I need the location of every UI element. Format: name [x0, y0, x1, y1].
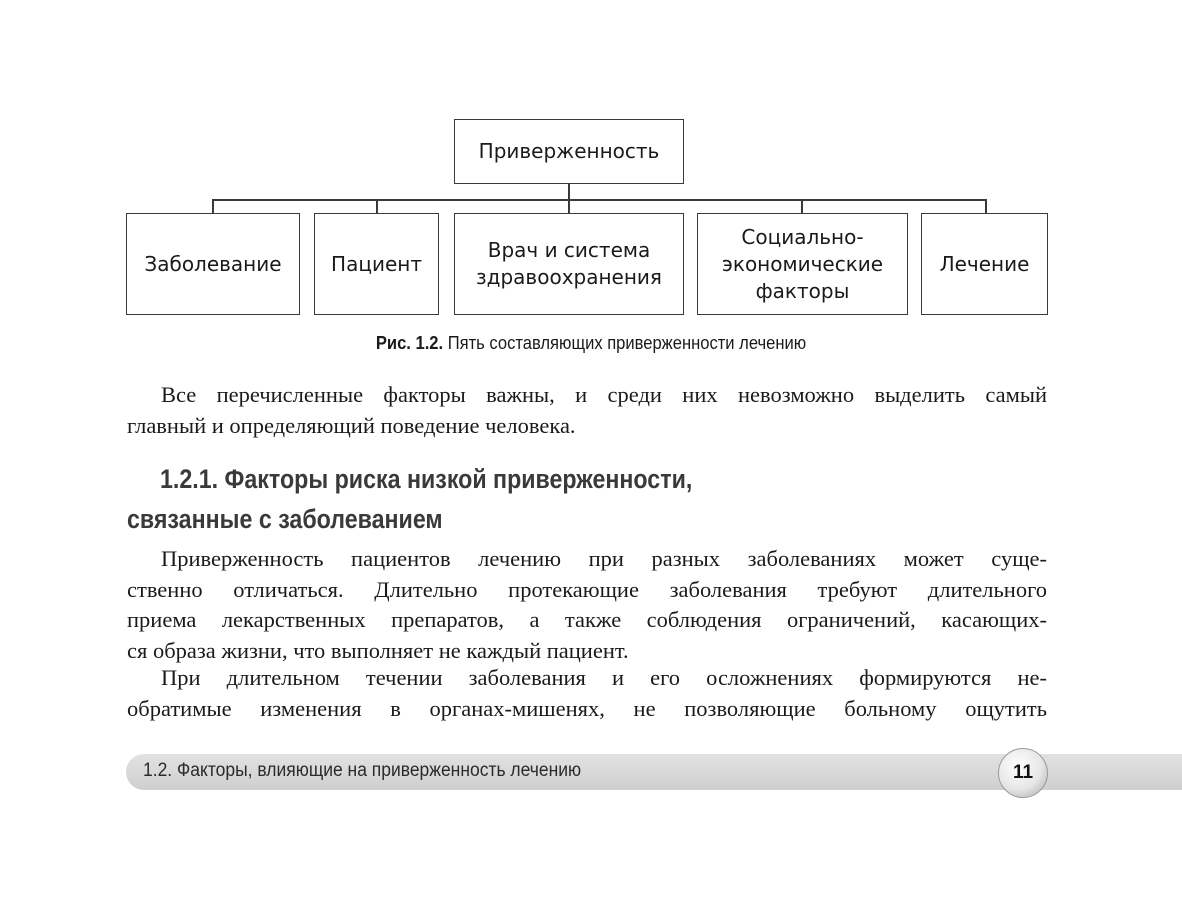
section-heading-line-2: связанные с заболеванием [127, 504, 443, 534]
text-line: ся образа жизни, что выполняет не каждый пациент. [127, 637, 629, 663]
text-line: приема лекарственных препаратов, а также соблюдения ограничений, касающих- [127, 607, 1047, 632]
page-number: 11 [998, 748, 1048, 798]
diagram-child-box: Лечение [921, 213, 1048, 315]
text-line: главный и определяющий поведение человека. [127, 412, 576, 438]
diagram-child-box: Социально- экономические факторы [697, 213, 908, 315]
connector-root-stem [568, 184, 570, 200]
figure-caption-text: Пять составляющих приверженности лечению [447, 333, 807, 353]
section-heading-line-1: 1.2.1. Факторы риска низкой приверженности, [160, 464, 693, 494]
text-line: ственно отличаться. Длительно протекающие заболевания требуют длительного [127, 576, 1047, 602]
connector-stem-4 [801, 199, 803, 213]
text-line: При длительном течении заболевания и его осложнениях формируются не- [161, 665, 1047, 690]
diagram-child-box: Врач и система здравоохранения [454, 213, 684, 315]
connector-stem-2 [376, 199, 378, 213]
paragraph-1 [127, 380, 1047, 441]
text-line: Приверженность пациентов лечению при разных заболеваниях может суще- [161, 546, 1047, 571]
running-title: 1.2. Факторы, влияющие на приверженность лечению [143, 760, 582, 781]
text-line: Все перечисленные факторы важны, и среди них невозможно выделить самый [161, 382, 1047, 407]
figure-caption [47, 333, 1134, 354]
diagram-child-box: Пациент [314, 213, 439, 315]
connector-horizontal [212, 199, 986, 201]
paragraph-3 [127, 663, 1047, 724]
connector-stem-3 [568, 199, 570, 213]
diagram-child-box: Заболевание [126, 213, 300, 315]
connector-stem-5 [985, 199, 987, 213]
diagram-root-box: Приверженность [454, 119, 684, 184]
connector-stem-1 [212, 199, 214, 213]
paragraph-2 [127, 544, 1047, 666]
figure-caption-label: Рис. 1.2. [375, 333, 444, 353]
text-line: обратимые изменения в органах-мишенях, не позволяющие больному ощутить [127, 695, 1047, 721]
